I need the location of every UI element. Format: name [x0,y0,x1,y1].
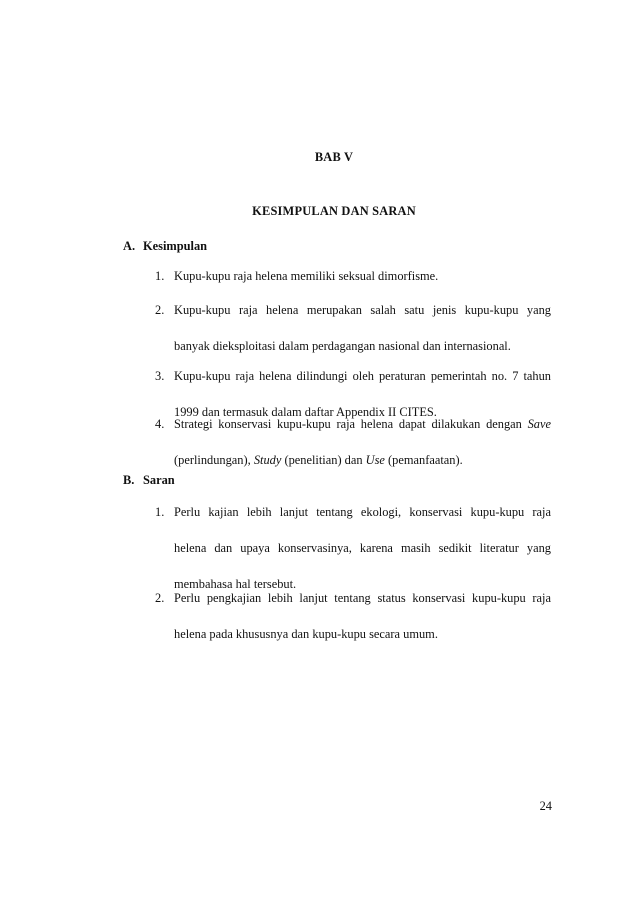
list-item [155,580,551,652]
item-text-segment: (pemanfaatan). [384,453,463,467]
section-heading-saran [123,473,175,488]
item-text-line: Perlu pengkajian lebih lanjut tentang status konservasi kupu-kupu raja [174,591,551,605]
list-item [155,292,551,364]
item-number: 2. [155,303,165,317]
section-letter: A. [123,239,136,253]
item-text-line: Kupu-kupu raja helena dilindungi oleh peraturan pemerintah no. 7 tahun [174,369,551,383]
item-text-line [174,442,551,478]
item-text-line [174,406,551,442]
chapter-title: KESIMPULAN DAN SARAN [252,204,416,218]
item-number: 2. [155,591,165,605]
item-text-line: Perlu kajian lebih lanjut tentang ekologi, konservasi kupu-kupu raja [174,505,551,519]
item-text-segment: (perlindungan), [174,453,254,467]
list-item [155,258,551,294]
chapter-number: BAB V [314,150,354,164]
item-text-line: helena pada khususnya dan kupu-kupu secara umum. [174,627,438,641]
item-text-emphasis: Study [253,453,282,467]
item-text-line: membahasa hal tersebut. [174,577,297,591]
section-title: Saran [143,473,175,487]
list-item [155,406,551,478]
item-number: 1. [155,505,165,519]
item-number: 1. [155,269,165,283]
item-text-segment: Strategi konservasi kupu-kupu raja helena dapat dilakukan dengan [174,417,528,431]
page-number: 24 [539,799,552,813]
item-text-emphasis: Use [365,453,385,467]
section-letter: B. [123,473,135,487]
item-text-line: Kupu-kupu raja helena merupakan salah satu jenis kupu-kupu yang [174,303,551,317]
section-title: Kesimpulan [143,239,208,253]
item-text-line: helena dan upaya konservasinya, karena masih sedikit literatur yang [174,541,551,555]
section-heading-kesimpulan [123,239,207,254]
item-number: 4. [155,417,165,431]
item-text-line: banyak dieksploitasi dalam perdagangan nasional dan internasional. [174,339,511,353]
item-number: 3. [155,369,165,383]
item-text-emphasis: Save [527,417,551,431]
item-text-segment: (penelitian) dan [281,453,366,467]
item-text-line: 1999 dan termasuk dalam daftar Appendix II CITES. [174,405,437,419]
item-text: Kupu-kupu raja helena memiliki seksual dimorfisme. [174,269,439,283]
